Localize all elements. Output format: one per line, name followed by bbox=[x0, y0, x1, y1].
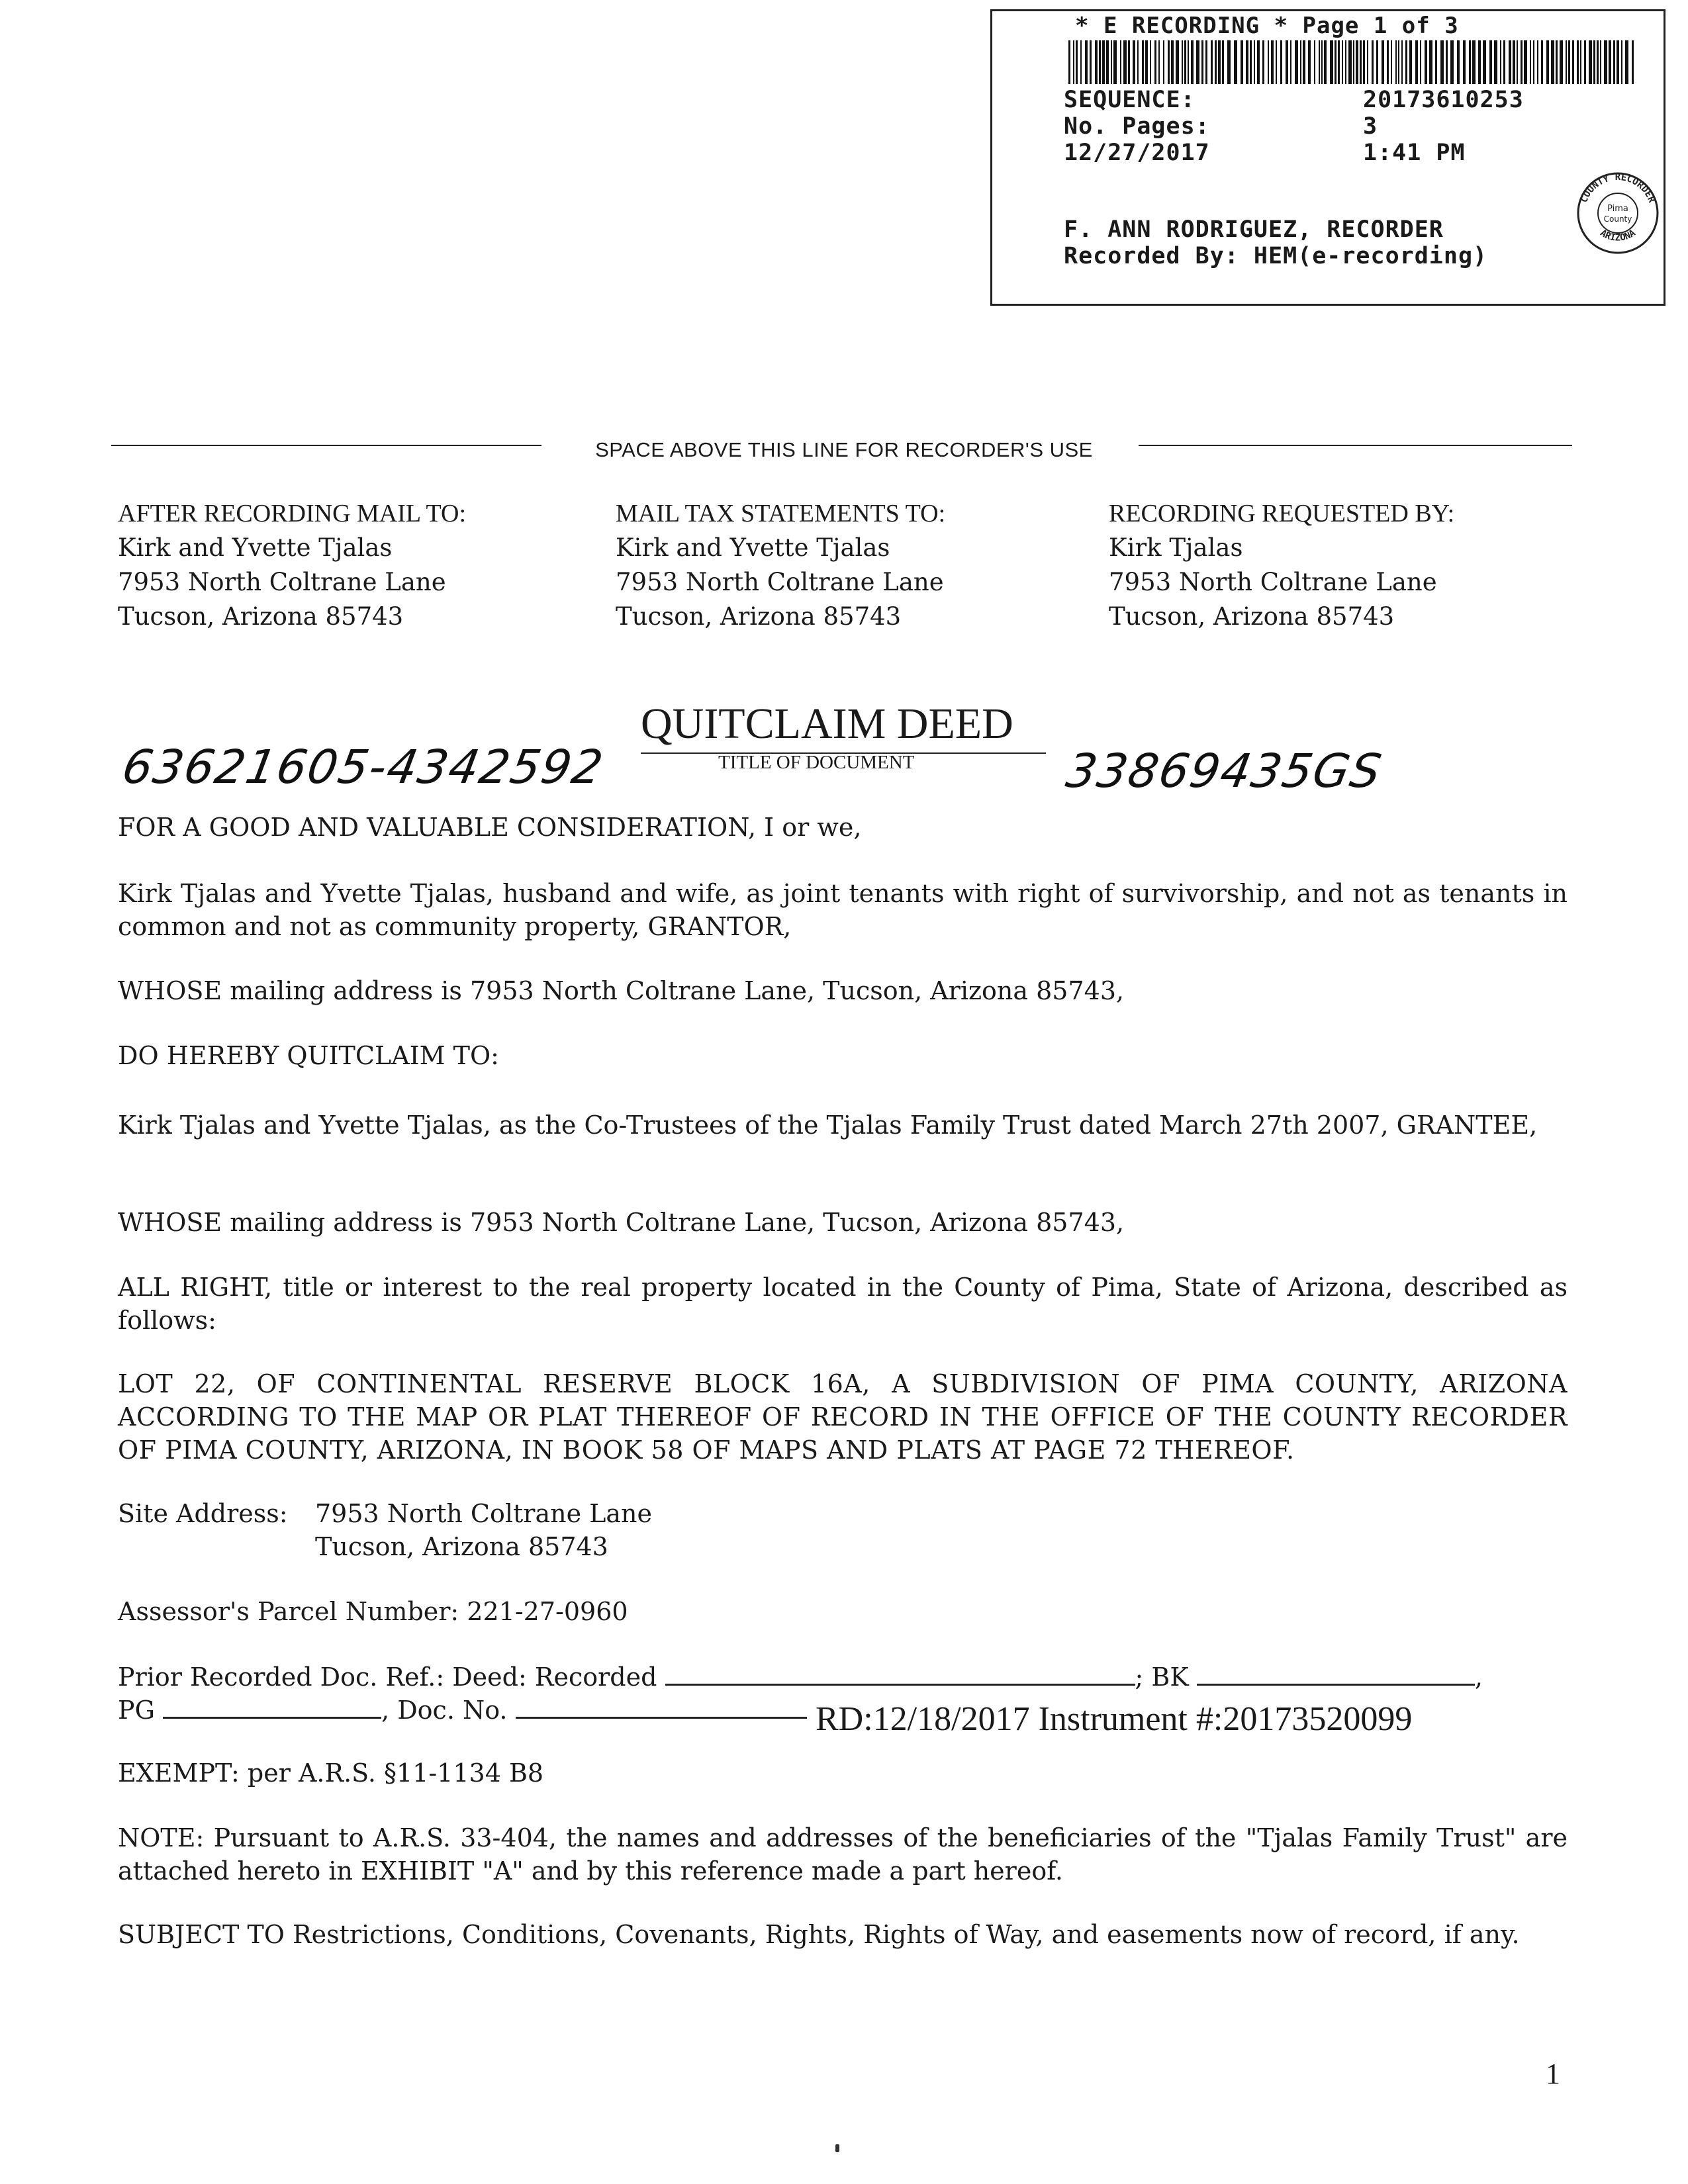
barcode-bar bbox=[1133, 40, 1135, 84]
barcode-bar bbox=[1457, 40, 1460, 84]
barcode-bar bbox=[1205, 40, 1207, 84]
barcode-bar bbox=[1234, 40, 1237, 84]
barcode-bar bbox=[1295, 40, 1298, 84]
barcode-bar bbox=[1271, 40, 1274, 84]
barcode-bar bbox=[1120, 40, 1121, 84]
barcode-bar bbox=[1577, 40, 1579, 84]
barcode-bar bbox=[1303, 40, 1305, 84]
barcode-bar bbox=[1308, 40, 1311, 84]
seal-text-center-2: County bbox=[1603, 214, 1632, 224]
pages-label: No. Pages: bbox=[1064, 113, 1210, 140]
legal-description: LOT 22, OF CONTINENTAL RESERVE BLOCK 16A, A SUBDIVISION OF PIMA COUNTY, ARIZONA ACCORDING TO THE MAP OR PLAT THEREOF OF RECORD IN THE OFFICE OF THE COUNTY RECORDER OF PIMA COUNTY, ARIZONA, IN BOOK 58 OF MAPS AND PLATS AT PAGE 72 THEREOF. bbox=[118, 1369, 1568, 1465]
barcode-bar bbox=[1314, 40, 1315, 84]
barcode-bar bbox=[1530, 40, 1531, 84]
note-clause: NOTE: Pursuant to A.R.S. 33-404, the names and addresses of the beneficiaries of the "Tjalas Family Trust" are attached hereto in EXHIBIT "A" and by this reference made a part hereof. bbox=[118, 1823, 1568, 1886]
barcode-bar bbox=[1420, 40, 1421, 84]
barcode-bar bbox=[1353, 40, 1354, 84]
barcode-bar bbox=[1367, 40, 1368, 84]
document-title: QUITCLAIM DEED bbox=[641, 700, 1013, 748]
barcode-bar bbox=[1106, 40, 1109, 84]
grantor-address: WHOSE mailing address is 7953 North Coltrane Lane, Tucson, Arizona 85743, bbox=[118, 976, 1125, 1005]
recorder-name: F. ANN RODRIGUEZ, RECORDER bbox=[1064, 216, 1444, 243]
barcode-bar bbox=[1163, 40, 1164, 84]
barcode-bar bbox=[1541, 40, 1543, 84]
barcode-bar bbox=[1556, 40, 1558, 84]
barcode-bar bbox=[1503, 40, 1505, 84]
barcode-bar bbox=[1254, 40, 1255, 84]
barcode-bar bbox=[1613, 40, 1615, 84]
barcode-bar bbox=[1398, 40, 1399, 84]
barcode-bar bbox=[1276, 40, 1277, 84]
barcode-bar bbox=[1257, 40, 1260, 84]
barcode-bar bbox=[1290, 40, 1291, 84]
barcode-bar bbox=[1168, 40, 1170, 84]
pg-blank bbox=[163, 1693, 381, 1719]
barcode-bar bbox=[1345, 40, 1346, 84]
barcode-bar bbox=[1472, 40, 1476, 84]
barcode-bar bbox=[1250, 40, 1252, 84]
svg-text:ARIZONA bbox=[1598, 228, 1638, 244]
barcode-bar bbox=[1513, 40, 1515, 84]
barcode-bar bbox=[1560, 40, 1563, 84]
seal-text-center-1: Pima bbox=[1607, 204, 1628, 214]
barcode-bar bbox=[1128, 40, 1130, 84]
recorded-date-blank bbox=[665, 1660, 1135, 1686]
docno-label: , Doc. No. bbox=[381, 1696, 508, 1725]
barcode-bar bbox=[1621, 40, 1622, 84]
address-line: Kirk and Yvette Tjalas bbox=[616, 533, 890, 562]
site-address bbox=[315, 1497, 652, 1563]
recording-time: 1:41 PM bbox=[1363, 140, 1466, 166]
barcode-bar bbox=[1158, 40, 1160, 84]
barcode-bar bbox=[1300, 40, 1301, 84]
site-address-line: Tucson, Arizona 85743 bbox=[315, 1532, 608, 1561]
barcode-bar bbox=[1625, 40, 1628, 84]
grantor-clause: Kirk Tjalas and Yvette Tjalas, husband and wife, as joint tenants with right of survivorship, and not as tenants in common and not as community property, GRANTOR, bbox=[118, 879, 1568, 941]
barcode-bar bbox=[1090, 40, 1092, 84]
address-line: Kirk and Yvette Tjalas bbox=[118, 533, 393, 562]
barcode-bar bbox=[1319, 40, 1320, 84]
bk-blank bbox=[1197, 1660, 1475, 1686]
barcode-bar bbox=[1617, 40, 1619, 84]
barcode-bar bbox=[1356, 40, 1358, 84]
seal-text-top: COUNTY RECORDER bbox=[1579, 172, 1657, 205]
barcode-bar bbox=[1546, 40, 1549, 84]
handwritten-number-left: 63621605-4342592 bbox=[118, 740, 608, 794]
barcode-bar bbox=[1469, 40, 1471, 84]
svg-text:COUNTY RECORDER bbox=[1579, 172, 1657, 205]
barcode-bar bbox=[1593, 40, 1595, 84]
barcode-bar bbox=[1268, 40, 1269, 84]
column-heading: MAIL TAX STATEMENTS TO: bbox=[616, 500, 946, 527]
barcode-bar bbox=[1215, 40, 1217, 84]
barcode-bar bbox=[1600, 40, 1601, 84]
barcode-bar bbox=[1440, 40, 1444, 84]
barcode-bar bbox=[1338, 40, 1340, 84]
barcode-bar bbox=[1463, 40, 1466, 84]
barcode-bar bbox=[1401, 40, 1403, 84]
recording-requested-by bbox=[1109, 496, 1454, 634]
address-line: 7953 North Coltrane Lane bbox=[118, 568, 446, 596]
consideration-clause: FOR A GOOD AND VALUABLE CONSIDERATION, I or we, bbox=[118, 813, 862, 842]
barcode-bar bbox=[1382, 40, 1384, 84]
barcode-bar bbox=[1113, 40, 1117, 84]
barcode-bar bbox=[1321, 40, 1323, 84]
grantee-address: WHOSE mailing address is 7953 North Coltrane Lane, Tucson, Arizona 85743, bbox=[118, 1208, 1125, 1237]
barcode-bar bbox=[1095, 40, 1098, 84]
barcode-bar bbox=[1584, 40, 1586, 84]
barcode-bar bbox=[1494, 40, 1497, 84]
grantee-clause: Kirk Tjalas and Yvette Tjalas, as the Co-Trustees of the Tjalas Family Trust dated March 27th 2007, GRANTEE, bbox=[118, 1111, 1538, 1140]
barcode-bar bbox=[1154, 40, 1156, 84]
barcode-bar bbox=[1533, 40, 1534, 84]
barcode-bar bbox=[1099, 40, 1101, 84]
all-right-clause: ALL RIGHT, title or interest to the real property located in the County of Pima, State of Arizona, described as follows: bbox=[118, 1273, 1568, 1335]
site-address-label: Site Address: bbox=[118, 1499, 288, 1528]
barcode-bar bbox=[1222, 40, 1224, 84]
barcode-bar bbox=[1182, 40, 1183, 84]
prior-recorded-ref: Prior Recorded Doc. Ref.: Deed: Recorded ; BK , bbox=[118, 1660, 1483, 1694]
scan-mark bbox=[835, 2144, 839, 2152]
barcode-bar bbox=[1566, 40, 1567, 84]
barcode-bar bbox=[1324, 40, 1327, 84]
mail-tax-statements-to bbox=[616, 496, 945, 634]
barcode-bar bbox=[1524, 40, 1527, 84]
barcode-bar bbox=[1483, 40, 1486, 84]
barcode-bar bbox=[1517, 40, 1518, 84]
barcode-bar bbox=[1509, 40, 1511, 84]
barcode-bar bbox=[1280, 40, 1282, 84]
barcode-bar bbox=[1435, 40, 1437, 84]
barcode-bar bbox=[1589, 40, 1592, 84]
recorded-by: Recorded By: HEM(e-recording) bbox=[1064, 243, 1488, 269]
exempt-clause: EXEMPT: per A.R.S. §11-1134 B8 bbox=[118, 1758, 544, 1788]
barcode-bar bbox=[1184, 40, 1186, 84]
address-line: 7953 North Coltrane Lane bbox=[1109, 568, 1437, 596]
barcode-bar bbox=[1068, 40, 1070, 84]
barcode-bar bbox=[1142, 40, 1144, 84]
address-line: 7953 North Coltrane Lane bbox=[616, 568, 944, 596]
site-address-line: 7953 North Coltrane Lane bbox=[315, 1499, 652, 1528]
barcode-bar bbox=[1568, 40, 1570, 84]
bk-label: ; BK bbox=[1135, 1662, 1189, 1692]
prior-ref-label: Prior Recorded Doc. Ref.: Deed: Recorded bbox=[118, 1662, 657, 1692]
column-heading: AFTER RECORDING MAIL TO: bbox=[118, 500, 467, 527]
barcode-bar bbox=[1521, 40, 1523, 84]
page-number: 1 bbox=[1546, 2058, 1560, 2090]
seal-text-bottom: ARIZONA bbox=[1598, 228, 1638, 244]
barcode-bar bbox=[1360, 40, 1362, 84]
recorder-stamp bbox=[990, 9, 1665, 306]
barcode-bar bbox=[1286, 40, 1288, 84]
recording-date: 12/27/2017 bbox=[1064, 140, 1210, 166]
barcode-bar bbox=[1572, 40, 1574, 84]
recorder-use-label: SPACE ABOVE THIS LINE FOR RECORDER'S USE bbox=[595, 438, 1093, 461]
sequence-value: 20173610253 bbox=[1363, 87, 1524, 113]
barcode-bar bbox=[1218, 40, 1221, 84]
barcode-bar bbox=[1241, 40, 1243, 84]
quitclaim-to: DO HEREBY QUITCLAIM TO: bbox=[118, 1041, 499, 1070]
barcode-bar bbox=[1246, 40, 1248, 84]
barcode-bar bbox=[1080, 40, 1082, 84]
address-line: Tucson, Arizona 85743 bbox=[1109, 602, 1395, 631]
barcode-bar bbox=[1262, 40, 1264, 84]
rd-instrument-stamp: RD:12/18/2017 Instrument #:20173520099 bbox=[816, 1700, 1413, 1738]
barcode-bar bbox=[1632, 40, 1634, 84]
barcode-bar bbox=[1372, 40, 1374, 84]
barcode-bar bbox=[1227, 40, 1231, 84]
barcode-bar bbox=[1073, 40, 1074, 84]
stamp-header: * E RECORDING * Page 1 of 3 bbox=[1075, 13, 1459, 39]
barcode-bar bbox=[1409, 40, 1412, 84]
barcode-bar bbox=[1335, 40, 1336, 84]
barcode-bar bbox=[1450, 40, 1454, 84]
barcode-bar bbox=[1597, 40, 1599, 84]
docno-blank bbox=[516, 1693, 807, 1719]
address-line: Tucson, Arizona 85743 bbox=[118, 602, 404, 631]
barcode-bar bbox=[1076, 40, 1078, 84]
barcode-bar bbox=[1196, 40, 1199, 84]
barcode-bar bbox=[1609, 40, 1611, 84]
barcode-bar bbox=[1201, 40, 1203, 84]
barcode-bar bbox=[1111, 40, 1112, 84]
barcode-bar bbox=[1211, 40, 1213, 84]
barcode-bar bbox=[1425, 40, 1427, 84]
address-line: Kirk Tjalas bbox=[1109, 533, 1243, 562]
pg-docno-row bbox=[118, 1693, 807, 1727]
handwritten-number-right: 33869435GS bbox=[1062, 744, 1387, 798]
barcode-bar bbox=[1446, 40, 1448, 84]
column-heading: RECORDING REQUESTED BY: bbox=[1109, 500, 1455, 527]
pages-value: 3 bbox=[1363, 113, 1378, 140]
subject-to-clause: SUBJECT TO Restrictions, Conditions, Covenants, Rights, Rights of Way, and easements now of record, if any. bbox=[118, 1920, 1520, 1949]
barcode-bar bbox=[1387, 40, 1389, 84]
barcode-bar bbox=[1405, 40, 1407, 84]
barcode-bar bbox=[1085, 40, 1088, 84]
barcode-bar bbox=[1478, 40, 1481, 84]
sequence-label: SEQUENCE: bbox=[1064, 87, 1196, 113]
barcode-bar bbox=[1429, 40, 1432, 84]
barcode-bar bbox=[1145, 40, 1148, 84]
barcode-bar bbox=[1391, 40, 1392, 84]
address-line: Tucson, Arizona 85743 bbox=[616, 602, 902, 631]
barcode-bar bbox=[1348, 40, 1352, 84]
barcode-bar bbox=[1537, 40, 1538, 84]
barcode-bar bbox=[1171, 40, 1174, 84]
after-recording-mail-to bbox=[118, 496, 466, 634]
barcode-bar bbox=[1330, 40, 1333, 84]
barcode-bar bbox=[1395, 40, 1397, 84]
barcode-bar bbox=[1191, 40, 1194, 84]
barcode-bar bbox=[1342, 40, 1343, 84]
county-seal-icon bbox=[1575, 170, 1661, 256]
barcode-bar bbox=[1137, 40, 1139, 84]
barcode-bar bbox=[1376, 40, 1378, 84]
barcode-bar bbox=[1188, 40, 1189, 84]
barcode-bar bbox=[1604, 40, 1607, 84]
barcode-bar bbox=[1363, 40, 1365, 84]
barcode-bar bbox=[1551, 40, 1554, 84]
pg-label: PG bbox=[118, 1696, 155, 1725]
barcode-bar bbox=[1150, 40, 1151, 84]
barcode-bar bbox=[1176, 40, 1179, 84]
assessor-parcel-number: Assessor's Parcel Number: 221-27-0960 bbox=[118, 1597, 628, 1626]
title-caption: TITLE OF DOCUMENT bbox=[718, 752, 915, 773]
barcode-bar bbox=[1102, 40, 1105, 84]
barcode-bar bbox=[1500, 40, 1501, 84]
barcode bbox=[1068, 40, 1634, 84]
barcode-bar bbox=[1489, 40, 1492, 84]
barcode-bar bbox=[1580, 40, 1581, 84]
barcode-bar bbox=[1415, 40, 1418, 84]
barcode-bar bbox=[1123, 40, 1127, 84]
